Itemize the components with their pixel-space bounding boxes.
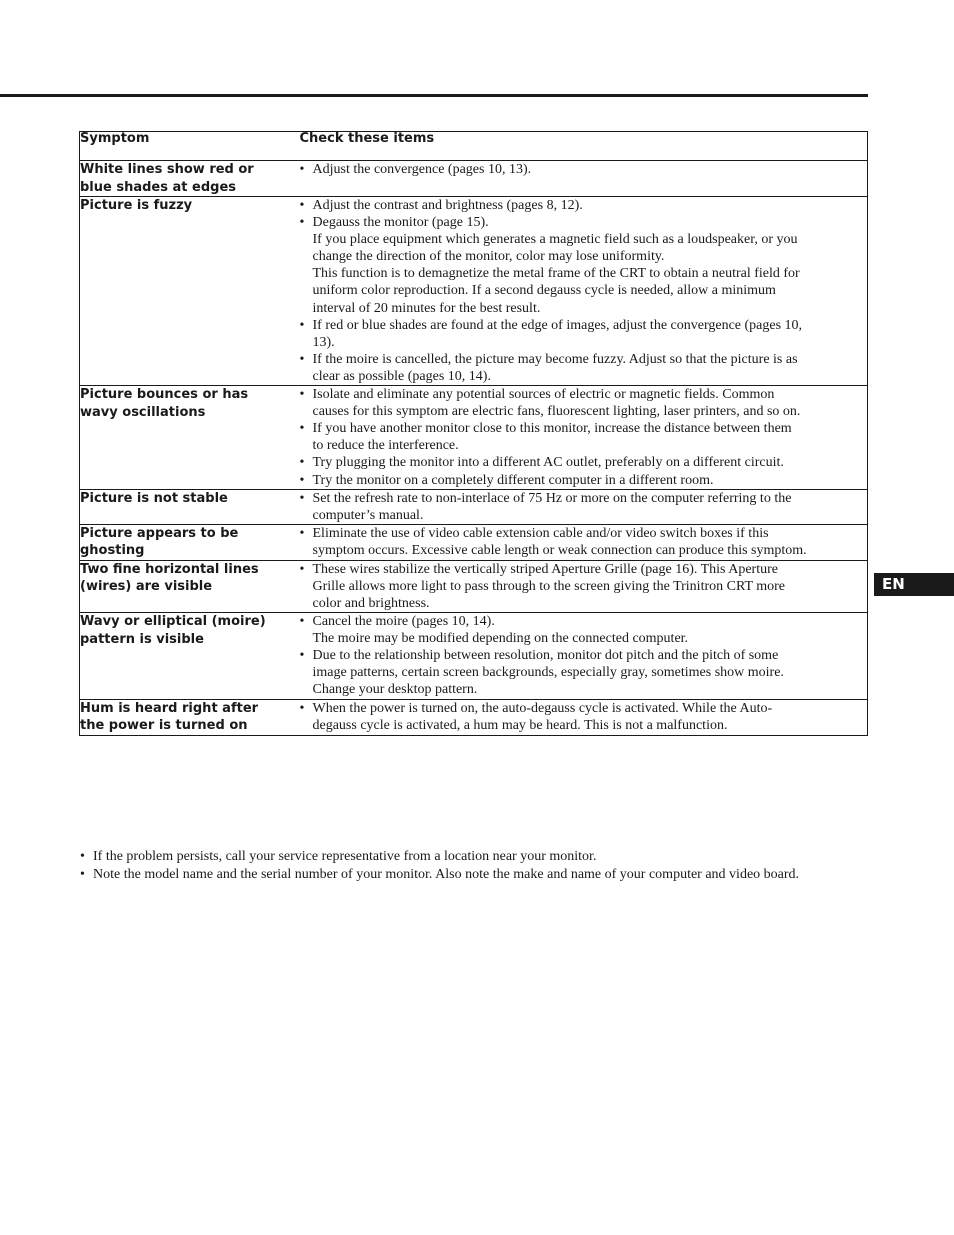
symptom-text-line: Picture is not stable [80,490,228,506]
check-item [300,561,868,612]
table-row [80,386,868,490]
check-item [300,525,868,559]
check-item-list [300,613,868,698]
symptom-text-line: White lines show red or [80,162,254,177]
check-item-line: color and brightness. [312,595,430,611]
check-item [300,317,868,351]
check-item [300,454,868,471]
table-row [80,613,868,699]
check-items-cell [300,524,868,560]
check-item [300,214,868,317]
symptom-text-line: Wavy or elliptical (moire) [80,614,266,630]
symptom-text-line: pattern is visible [80,631,204,647]
check-item [300,647,868,698]
check-item-line: causes for this symptom are electric fans, fluorescent lighting, laser printers, and so on. [312,404,801,420]
table-row [80,560,868,612]
check-items-cell [300,560,868,612]
check-item [300,613,868,647]
symptom-text-line: Picture is fuzzy [80,198,193,213]
symptom-cell [80,699,300,735]
symptom-cell [80,560,300,612]
check-item-line: If you place equipment which generates a magnetic field such as a loudspeaker, or you [312,232,798,248]
check-item-line: 13). [312,334,335,350]
check-item-line: Change your desktop pattern. [312,682,478,698]
check-item-list [300,197,868,385]
check-item-line: • Adjust the convergence (pages 10, 13). [312,162,532,177]
check-items-cell [300,613,868,699]
check-item-line: • When the power is turned on, the auto-degauss cycle is activated. While the Auto- [312,700,773,716]
symptom-text-line: blue shades at edges [80,179,237,195]
footnote-item: • If the problem persists, call your service representative from a location near your monitor. [80,848,860,866]
check-item-line: The moire may be modified depending on the connected computer. [312,631,689,647]
symptom-cell [80,386,300,490]
check-item [300,420,868,454]
check-item-line: • If red or blue shades are found at the edge of images, adjust the convergence (pages 10, [312,317,803,333]
language-tab: EN [874,573,954,596]
check-column-header: Check these items [300,132,868,161]
check-item-line: • Due to the relationship between resolution, monitor dot pitch and the pitch of some [312,648,779,664]
check-item-line: • Try plugging the monitor into a different AC outlet, preferably on a different circuit. [312,455,784,471]
check-item-line: This function is to demagnetize the metal frame of the CRT to obtain a neutral field for [312,266,800,282]
top-rule [0,94,868,97]
check-items-cell [300,197,868,386]
check-item [300,386,868,420]
check-item-line: • Try the monitor on a completely different computer in a different room. [312,472,714,488]
check-item-line: • Set the refresh rate to non-interlace of 75 Hz or more on the computer referring to the [312,490,792,506]
check-items-cell [300,386,868,490]
check-item-line: to reduce the interference. [312,438,459,454]
check-item-line: interval of 20 minutes for the best result. [312,300,541,316]
symptom-text-line: Picture bounces or has [80,387,249,403]
check-item-line: image patterns, certain screen backgrounds, especially gray, sometimes show moire. [312,665,784,681]
check-item-list [300,386,868,489]
table-header-row [80,132,868,161]
check-item-line: • Adjust the contrast and brightness (pages 8, 12). [312,198,583,213]
check-item-list [300,700,868,734]
symptom-text-line: Two fine horizontal lines [80,561,259,577]
troubleshooting-table [79,131,868,736]
symptom-cell [80,613,300,699]
check-item-list [300,161,868,178]
table-row [80,489,868,524]
check-item-line: • Degauss the monitor (page 15). [312,215,489,231]
check-item-list [300,561,868,612]
check-item-line: • Isolate and eliminate any potential sources of electric or magnetic fields. Common [312,387,775,403]
check-item-line: • Eliminate the use of video cable extension cable and/or video switch boxes if this [312,525,769,541]
table-row [80,161,868,197]
check-item-line: uniform color reproduction. If a second degauss cycle is needed, allow a minimum [312,283,776,299]
check-item-line: • These wires stabilize the vertically striped Aperture Grille (page 16). This Aperture [312,561,778,577]
check-item-line: computer’s manual. [312,507,424,523]
check-items-cell [300,161,868,197]
check-items-cell [300,699,868,735]
symptom-cell [80,197,300,386]
check-item [300,472,868,489]
symptom-text-line: the power is turned on [80,718,248,734]
symptom-column-header: Symptom [80,132,300,161]
check-item-list [300,525,868,559]
check-item-line: • If you have another monitor close to this monitor, increase the distance between them [312,421,792,437]
check-items-cell [300,489,868,524]
check-item-line: • If the moire is cancelled, the picture may become fuzzy. Adjust so that the picture is as [312,351,798,367]
check-item-line: Grille allows more light to pass through to the screen giving the Trinitron CRT more [312,578,786,594]
check-item [300,197,868,214]
symptom-cell [80,161,300,197]
symptom-cell [80,489,300,524]
check-item [300,161,868,178]
check-item [300,490,868,524]
check-item [300,700,868,734]
check-item-line: change the direction of the monitor, color may lose uniformity. [312,249,665,265]
symptom-text-line: wavy oscillations [80,404,206,420]
check-item-line: • Cancel the moire (pages 10, 14). [312,614,495,630]
check-item-line: degauss cycle is activated, a hum may be heard. This is not a malfunction. [312,717,728,733]
footnote-list [80,848,860,883]
table-row [80,524,868,560]
check-item-line: symptom occurs. Excessive cable length or weak connection can produce this symptom. [312,542,807,558]
check-item [300,351,868,385]
symptom-text-line: (wires) are visible [80,579,213,595]
symptom-text-line: Picture appears to be [80,525,239,541]
table-row [80,197,868,386]
symptom-text-line: Hum is heard right after [80,700,259,716]
symptom-cell [80,524,300,560]
table-row [80,699,868,735]
check-item-list [300,490,868,524]
footnote-item: • Note the model name and the serial number of your monitor. Also note the make and name of your computer and video board. [80,866,860,884]
symptom-text-line: ghosting [80,543,145,559]
check-item-line: clear as possible (pages 10, 14). [312,368,491,384]
